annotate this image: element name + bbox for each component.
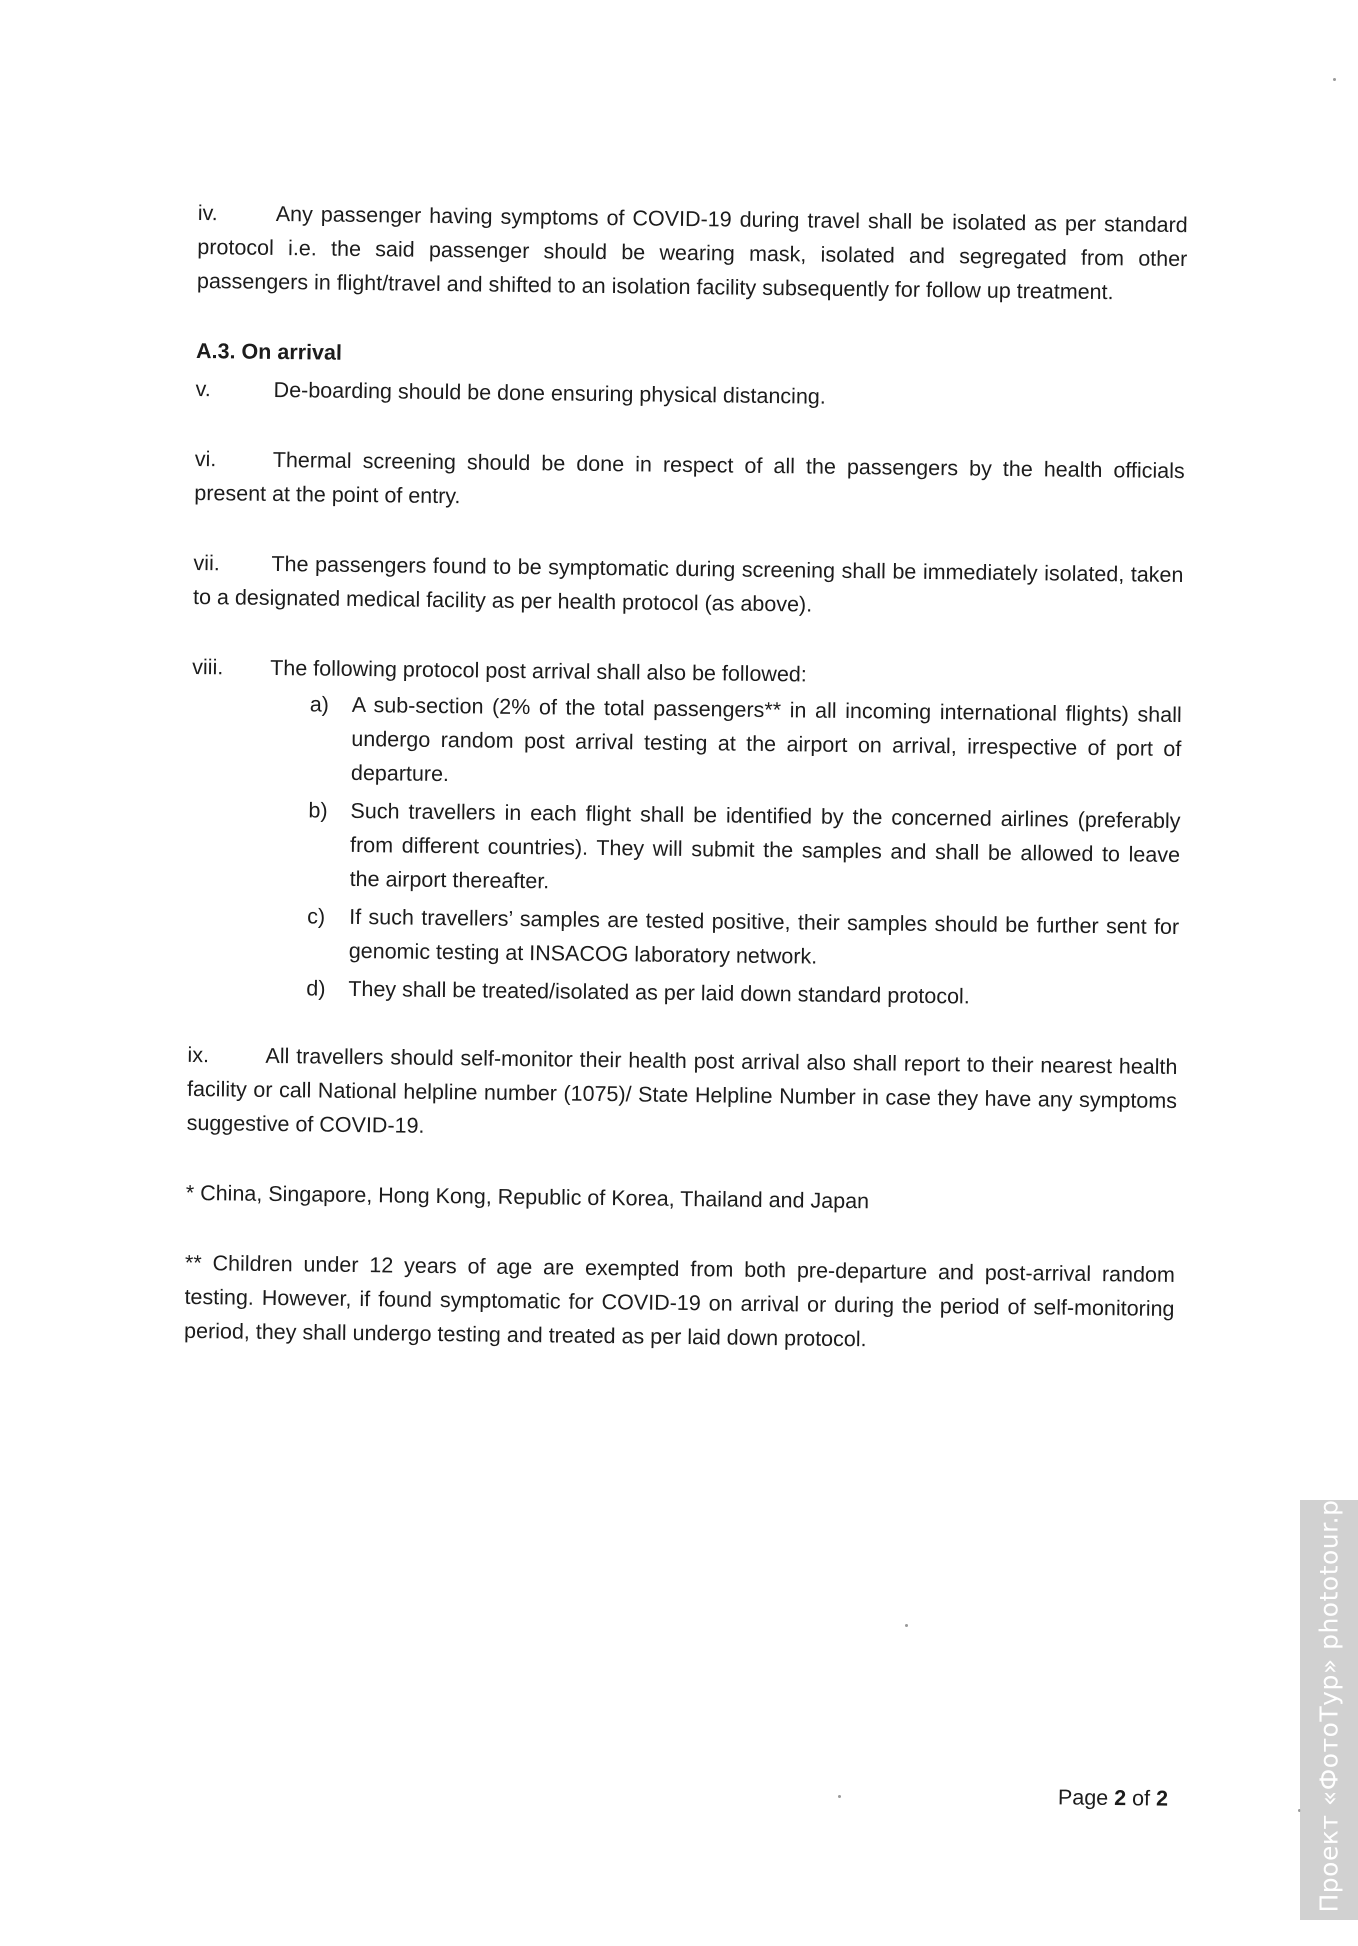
item-vii-text: The passengers found to be symptomatic during screening shall be immediately isolated, taken to a designated medical facility as per health protocol (as above). — [192, 551, 1184, 617]
scan-speck — [838, 1795, 841, 1798]
page-number-total: 2 — [1155, 1786, 1169, 1811]
page-number — [1058, 1785, 1168, 1811]
list-item — [307, 899, 1180, 978]
footnote-countries: * China, Singapore, Hong Kong, Republic of Korea, Thailand and Japan — [185, 1180, 870, 1214]
item-viii-text: The following protocol post arrival shall also be followed: — [270, 655, 807, 687]
footnote-children: ** Children under 12 years of age are exempted from both pre-departure and post-arrival random testing. However, if found symptomatic for COVID-19 on arrival or during the period of self-monitoring period, they shall undergo testing and treated as per laid down protocol. — [183, 1250, 1176, 1352]
list-item — [307, 793, 1180, 906]
watermark-text: © Проект «ФотоТур» phototour.pro — [1314, 1473, 1344, 1946]
item-vi-text: Thermal screening should be done in respect of all the passengers by the health officials present at the point of entry. — [194, 447, 1185, 509]
item-ix-text: All travellers should self-monitor their health post arrival also shall report to their nearest health facility or call National helpline number (1075)/ State Helpline Number in case they have any symptoms suggestive of COVID-19. — [186, 1043, 1178, 1138]
page-number-separator: of — [1126, 1786, 1157, 1811]
item-ix — [186, 1038, 1177, 1152]
list-item-text: A sub-section (2% of the total passengers** in all incoming international flights) shall undergo random post arrival testing at the airport on arrival, irrespective of port of departure. — [350, 692, 1182, 787]
scan-speck — [1333, 78, 1336, 81]
item-iv-text: Any passenger having symptoms of COVID-19 during travel shall be isolated as per standard protocol i.e. the said passenger should be wearing mask, isolated and segregated from other passengers in flight/travel and shifted to an isolation facility subsequently for follow up treatment. — [196, 201, 1188, 305]
item-vii-numeral: vii. — [193, 550, 220, 576]
list-item-letter: b) — [308, 798, 328, 823]
list-item-letter: d) — [306, 976, 326, 1001]
item-v-text: De-boarding should be done ensuring physical distancing. — [273, 377, 826, 409]
list-item-text: If such travellers’ samples are tested positive, their samples should be further sent for genomic testing at INSACOG laboratory network. — [348, 904, 1180, 969]
document-body — [183, 196, 1187, 1396]
item-iv — [197, 196, 1188, 310]
item-vi-numeral: vi. — [194, 446, 217, 472]
scan-speck — [905, 1624, 908, 1627]
watermark-banner — [1300, 1473, 1358, 1946]
item-viii-numeral: viii. — [192, 654, 224, 680]
page-number-prefix: Page — [1057, 1785, 1115, 1811]
list-item-text: They shall be treated/isolated as per laid down standard protocol. — [348, 976, 970, 1009]
item-v — [195, 372, 1185, 418]
page-number-current: 2 — [1114, 1786, 1127, 1811]
item-ix-numeral: ix. — [187, 1042, 210, 1068]
item-vii — [193, 546, 1184, 626]
item-vi — [194, 442, 1185, 522]
protocol-sublist — [306, 687, 1182, 1016]
item-iv-numeral: iv. — [197, 200, 218, 226]
item-v-numeral: v. — [195, 376, 211, 402]
list-item-letter: c) — [307, 904, 326, 929]
list-item — [306, 971, 1178, 1016]
list-item — [309, 687, 1182, 800]
list-item-letter: a) — [309, 692, 330, 717]
section-heading-on-arrival: A.3. On arrival — [195, 338, 343, 365]
list-item-text: Such travellers in each flight shall be identified by the concerned airlines (preferably from different countries). They will submit the samples and shall be allowed to leave the airport thereafter. — [349, 798, 1181, 894]
